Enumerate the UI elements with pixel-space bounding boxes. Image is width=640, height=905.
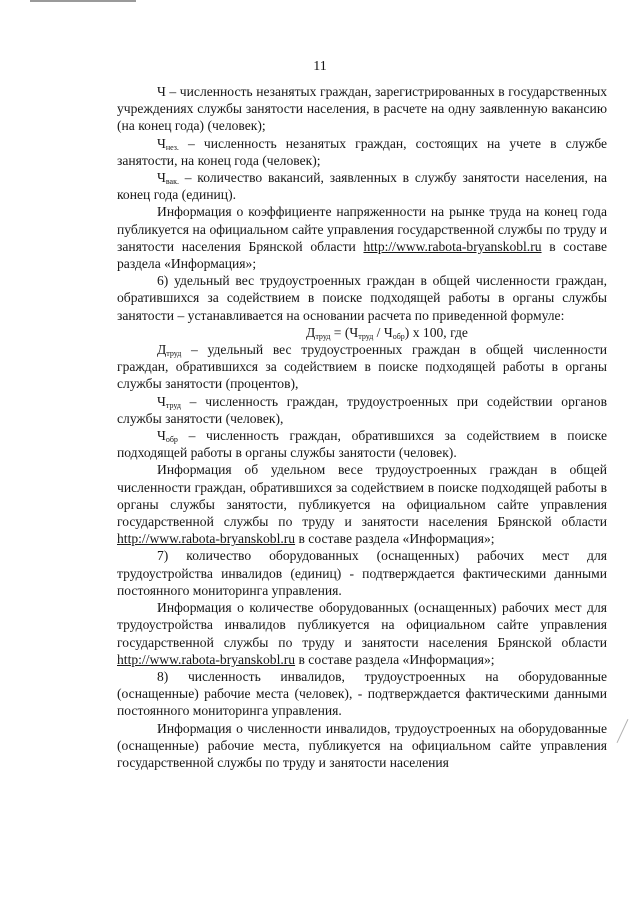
paragraph-text: – численность незанятых граждан, состоящих на учете в службе занятости, на конец года (человек);	[117, 135, 607, 168]
symbol-subscript: нез.	[165, 142, 179, 152]
symbol: Ч	[157, 84, 166, 99]
website-link[interactable]: http://www.rabota-bryanskobl.ru	[363, 238, 542, 254]
paragraph-info-tension	[117, 203, 607, 272]
paragraph-text: 8) численность инвалидов, трудоустроенных на оборудованные (оснащенные) рабочие места (человек), - подтверждается фактическими данными постоянного мониторинга управления.	[117, 668, 607, 719]
paragraph-text: – численность граждан, обратившихся за содействием в поиске подходящей работы в органы службы занятости (человек).	[117, 428, 607, 461]
paragraph-info-workplaces	[117, 599, 607, 668]
symbol: Ч	[157, 170, 166, 186]
formula	[117, 324, 607, 341]
paragraph-item-7	[117, 547, 607, 599]
paragraph-def-ch-vak	[117, 169, 607, 203]
paragraph-info-disabled-employed	[117, 720, 607, 772]
paragraph-tail: в составе раздела «Информация»;	[295, 651, 495, 667]
website-link[interactable]: http://www.rabota-bryanskobl.ru	[117, 531, 296, 547]
symbol: Ч	[157, 428, 166, 444]
paragraph-tail: в составе раздела «Информация»;	[295, 531, 495, 547]
formula-symbol-d: Д	[306, 324, 316, 340]
paragraph-def-ch-nez	[117, 135, 607, 169]
paragraph-text: 7) количество оборудованных (оснащенных) рабочих мест для трудоустройства инвалидов (единиц) - подтверждается фактическими данными постоянного мониторинга управления.	[117, 548, 607, 598]
symbol: Ч	[157, 393, 166, 409]
symbol-subscript: обр	[165, 435, 178, 445]
paragraph-text: 6) удельный вес трудоустроенных граждан в общей численности граждан, обратившихся за содействием в поиске подходящей работы в органы службы занятости – устанавливается на основании расчета по приведенной формуле:	[117, 273, 607, 323]
paragraph-text: – удельный вес трудоустроенных граждан в общей численности граждан, обратившихся за содействием в поиске подходящей работы в органы службы занятости (процентов),	[117, 342, 607, 392]
scan-margin-mark	[617, 719, 629, 743]
paragraph-text: Информация о численности инвалидов, трудоустроенных на оборудованные (оснащенные) рабочие места, публикуется на официальном сайте управления государственной службы по труду и занятости населения	[117, 720, 607, 770]
formula-subscript: труд	[315, 331, 331, 341]
formula-part: = (Ч	[330, 324, 359, 340]
paragraph-def-d-trud	[117, 341, 607, 393]
symbol-subscript: труд	[166, 349, 182, 359]
paragraph-tail: в составе раздела «Информация»;	[117, 238, 607, 272]
paragraph-text: Информация об удельном весе трудоустроенных граждан в общей численности граждан, обратившихся за содействием в поиске подходящей работы в органы службы занятости, публикуется на официальном сайте управления государственной службы по труду и занятости населения Брянской области	[117, 462, 607, 530]
formula-subscript: труд	[358, 331, 374, 341]
paragraph-info-share	[117, 461, 607, 547]
formula-part: ) х 100, где	[404, 324, 468, 340]
formula-part: / Ч	[373, 324, 393, 340]
paragraph-item-6	[117, 272, 607, 324]
paragraph-def-ch-trud	[117, 393, 607, 427]
paragraph-text: – численность незанятых граждан, зарегистрированных в государственных учреждениях службы занятости населения, в расчете на одну заявленную вакансию (на конец года) (человек);	[117, 84, 607, 134]
formula-subscript: обр	[392, 331, 405, 341]
document-body	[117, 83, 607, 771]
symbol-subscript: труд	[165, 400, 181, 410]
paragraph-text: – численность граждан, трудоустроенных при содействии органов службы занятости (человек),	[117, 393, 607, 426]
website-link[interactable]: http://www.rabota-bryanskobl.ru	[117, 651, 296, 667]
paragraph-text: Информация о коэффициенте напряженности на рынке труда на конец года публикуется на официальном сайте управления государственной службы по труду и занятости населения Брянской области	[117, 204, 607, 254]
paragraph-text: Информация о количестве оборудованных (оснащенных) рабочих мест для трудоустройства инвалидов публикуется на официальном сайте управления государственной службы по труду и занятости населения Брянской области	[117, 600, 607, 650]
paragraph-def-ch	[117, 83, 607, 135]
page-number: 11	[313, 59, 327, 74]
paragraph-item-8	[117, 668, 607, 720]
symbol-subscript: вак.	[165, 177, 179, 187]
symbol: Ч	[157, 135, 166, 151]
paragraph-text: – количество вакансий, заявленных в службу занятости населения, на конец года (единиц).	[117, 170, 607, 203]
symbol: Д	[157, 342, 167, 358]
scan-edge-line	[30, 0, 136, 2]
paragraph-def-ch-obr	[117, 427, 607, 461]
